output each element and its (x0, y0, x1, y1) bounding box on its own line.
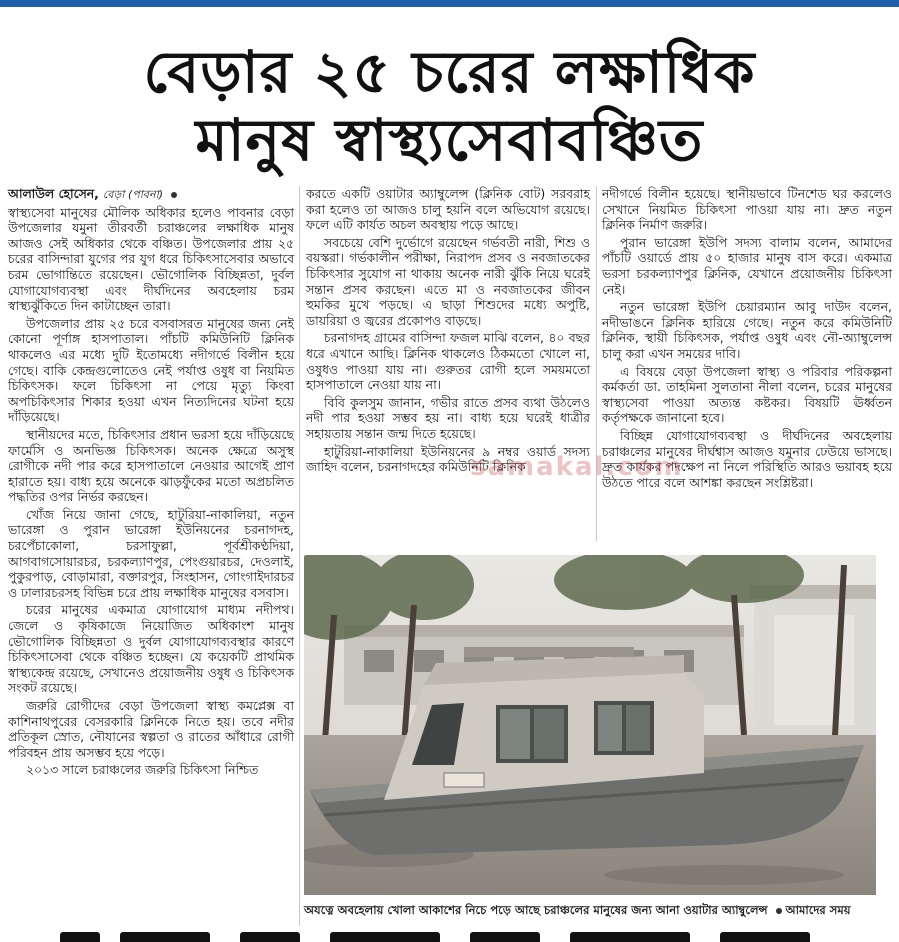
byline (8, 186, 294, 203)
photo-credit: আমাদের সময় (785, 903, 851, 917)
article-column-3 (602, 186, 892, 492)
photo-caption-text: অযত্নে অবহেলায় খোলা আকাশের নিচে পড়ে আছে চরাঞ্চলের মানুষের জন্য আনা ওয়াটার অ্যাম্বুলেন্স (304, 903, 768, 917)
article-column-1 (8, 186, 294, 780)
byline-name: আলাউল হোসেন, (8, 186, 99, 201)
news-photo-water-ambulance (304, 555, 876, 895)
paragraph: পুরান ভারেঙ্গা ইউপি সদস্য বালাম বলেন, আমাদের পাঁচটি ওয়ার্ডে প্রায় ৫০ হাজার মানুষ বাস করে। একমাত্র ভরসা চরকল্যাণপুর ক্লিনিক, যেখানে প্রয়োজনীয় চিকিৎসা নেই। (602, 234, 892, 297)
paragraph: উপজেলার প্রায় ২৫ চরে বসবাসরত মানুষের জন্য নেই কোনো পূর্ণাঙ্গ হাসপাতাল। পাঁচটি কমিউনিটি ক্লিনিক থাকলেও এর মধ্যে দুটি ইতোমধ্যে নদীগর্ভে বিলীন হয়ে গেছে। বাকি কেন্দ্রগুলোতেও নেই পর্যাপ্ত ওষুধ বা নিয়মিত চিকিৎসক। ফলে চিকিৎসা না পেয়ে মৃত্যু কিংবা অপচিকিৎসার শিকার হওয়া এখন নিত্যদিনের ঘটনা হয়ে দাঁড়িয়েছে। (8, 315, 294, 425)
article-column-2 (306, 186, 590, 477)
paragraph: চরনাগদহ গ্রামের বাসিন্দা ফজল মাঝি বলেন, ৪০ বছর ধরে এখানে আছি। ক্লিনিক থাকলেও ঠিকমতো খোলে না, ওষুধও পাওয়া যায় না। গুরুতর রোগী হলে সময়মতো হাসপাতালে নেওয়া যায় না। (306, 330, 590, 393)
paragraph: খোঁজ নিয়ে জানা গেছে, হাটুরিয়া-নাকালিয়া, নতুন ভারেঙ্গা ও পুরান ভারেঙ্গা ইউনিয়নের চরনাগদহ, চরপেঁচাকোলা, চরসাফুল্লা, পূর্বশ্রীকণ্ঠদিয়া, আগবাগসোয়ারচর, চরকল্যাণপুর, পেংগুয়ারচর, দেওলাই, পুকুরপাড়, বোড়ামারা, বক্তারপুর, সিংহাসন, গোংগাইদারচর ও ঢালারচরসহ বিভিন্ন চরে প্রায় লক্ষাধিক মানুষের বসবাস। (8, 506, 294, 600)
paragraph: সবচেয়ে বেশি দুর্ভোগে রয়েছেন গর্ভবতী নারী, শিশু ও বয়স্করা। গর্ভকালীন পরীক্ষা, নিরাপদ প্রসব ও নবজাতকের চিকিৎসার সুযোগ না থাকায় অনেক নারী ঝুঁকি নিয়ে ঘরেই সন্তান প্রসব করছেন। এতে মা ও নবজাতকের জীবন হুমকির মুখে পড়ছে। এ ছাড়া শিশুদের মধ্যে অপুষ্টি, ডায়রিয়া ও জ্বরের প্রকোপও বাড়ছে। (306, 234, 590, 328)
byline-place: বেড়া (পাবনা) (102, 188, 164, 201)
photo-caption (304, 903, 899, 917)
column-divider (596, 186, 597, 541)
paragraph: হাটুরিয়া-নাকালিয়া ইউনিয়নের ৯ নম্বর ওয়ার্ড সদস্য জাহিদ বলেন, চরনাগদহের কমিউনিটি ক্লিনিক (306, 443, 590, 475)
paragraph: নদীগর্ভে বিলীন হয়েছে। স্থানীয়ভাবে টিনশেড ঘর করলেও সেখানে নিয়মিত চিকিৎসা পাওয়া যায় না। দ্রুত নতুন ক্লিনিক নির্মাণ জরুরি। (602, 186, 892, 233)
next-article-fragment (0, 928, 899, 942)
watermark: samakal.com (470, 452, 684, 482)
boat-illustration (304, 555, 876, 895)
paragraph: নতুন ভারেঙ্গা ইউপি চেয়ারম্যান আবু দাউদ বলেন, নদীভাঙনে ক্লিনিক হারিয়ে গেছে। নতুন করে কমিউনিটি ক্লিনিক, স্থায়ী চিকিৎসক, পর্যাপ্ত ওষুধ এবং নৌ-অ্যাম্বুলেন্স চালু করা এখন সময়ের দাবি। (602, 299, 892, 361)
paragraph: বিচ্ছিন্ন যোগাযোগব্যবস্থা ও দীর্ঘদিনের অবহেলায় চরাঞ্চলের মানুষের দীর্ঘশ্বাস আজও যমুনার ঢেউয়ে ভাসছে। দ্রুত কার্যকর পদক্ষেপ না নিলে পরিস্থিতি আরও ভয়াবহ হয়ে উঠতে পারে বলে আশঙ্কা করছেন সংশ্লিষ্টরা। (602, 427, 892, 490)
headline-line-1: বেড়ার ২৫ চরের লক্ষাধিক (143, 38, 756, 106)
paragraph: করতে একটি ওয়াটার অ্যাম্বুলেন্স (ক্লিনিক বোট) সরবরাহ করা হলেও তা আজও চালু হয়নি বলে অভিযোগ রয়েছে। ফলে এটি কার্যত অচল অবস্থায় পড়ে আছে। (306, 186, 590, 233)
column-divider (299, 186, 300, 926)
top-color-bar (0, 0, 899, 7)
caption-bullet-icon (776, 908, 782, 914)
paragraph: বিবি কুলসুম জানান, গভীর রাতে প্রসব ব্যথা উঠলেও নদী পার হওয়া সম্ভব হয় না। বাধ্য হয়ে ঘরেই ধাত্রীর সহায়তায় সন্তান জন্ম দিতে হয়েছে। (306, 394, 590, 441)
paragraph: স্বাস্থ্যসেবা মানুষের মৌলিক অধিকার হলেও পাবনার বেড়া উপজেলার যমুনা তীরবর্তী চরাঞ্চলের লক্ষাধিক মানুষ আজও সেই অধিকার থেকে বঞ্চিত। উপজেলার প্রায় ২৫ চরের বাসিন্দারা যুগের পর যুগ ধরে চিকিৎসাসেবার অভাবে চরম ভোগান্তিতে রয়েছেন। ভৌগোলিক বিচ্ছিন্নতা, দুর্বল যোগাযোগব্যবস্থা এবং দীর্ঘদিনের অবহেলায় চরম স্বাস্থ্যঝুঁকিতে দিন কাটাচ্ছেন তারা। (8, 204, 294, 314)
byline-bullet-icon (171, 192, 177, 198)
paragraph: চরের মানুষের একমাত্র যোগাযোগ মাধ্যম নদীপথ। জেলে ও কৃষিকাজে নিয়োজিত অধিকাংশ মানুষ ভৌগোলিক বিচ্ছিন্নতা ও দুর্বল যোগাযোগব্যবস্থার কারণে চিকিৎসাসেবা থেকে বঞ্চিত হচ্ছেন। যে কয়েকটি প্রাথমিক স্বাস্থ্যকেন্দ্র রয়েছে, সেখানেও প্রয়োজনীয় ওষুধ ও চিকিৎসক সংকট রয়েছে। (8, 602, 294, 696)
paragraph: এ বিষয়ে বেড়া উপজেলা স্বাস্থ্য ও পরিবার পরিকল্পনা কর্মকর্তা ডা. তাহমিনা সুলতানা নীলা বলেন, চরের মানুষের স্বাস্থ্যসেবা পাওয়া অত্যন্ত কষ্টকর। বিষয়টি ঊর্ধ্বতন কর্তৃপক্ষকে জানানো হবে। (602, 363, 892, 426)
headline-line-2: মানুষ স্বাস্থ্যসেবাবঞ্চিত (195, 106, 704, 174)
headline (0, 38, 899, 174)
paragraph: স্থানীয়দের মতে, চিকিৎসার প্রধান ভরসা হয়ে দাঁড়িয়েছে ফার্মেসি ও অনভিজ্ঞ চিকিৎসক। অনেক ক্ষেত্রে অসুস্থ রোগীকে নদী পার করে হাসপাতালে নেওয়ার আগেই প্রাণ হারাতে হয়। বাধ্য হয়ে অনেকে ঝাড়ফুঁকের মতো অপ্রচলিত পদ্ধতির ওপর নির্ভর করছেন। (8, 426, 294, 505)
paragraph: ২০১৩ সালে চরাঞ্চলের জরুরি চিকিৎসা নিশ্চিত (26, 762, 259, 778)
paragraph: জরুরি রোগীদের বেড়া উপজেলা স্বাস্থ্য কমপ্লেক্স বা কাশিনাথপুরের বেসরকারি ক্লিনিকে নিতে হয়। তবে নদীর প্রতিকূল স্রোত, নৌযানের স্বল্পতা ও রাতের আঁধারে রোগী পরিবহন প্রায় অসম্ভব হয়ে পড়ে। (8, 698, 294, 760)
